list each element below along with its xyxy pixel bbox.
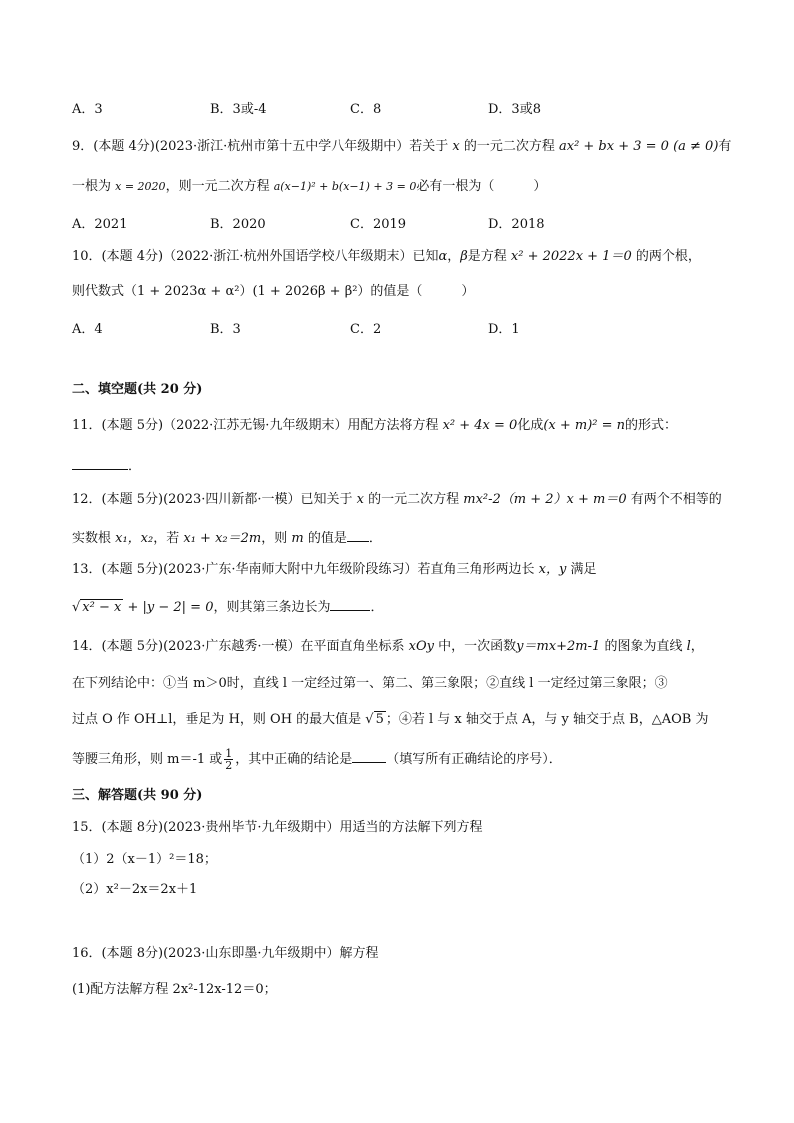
q12-equation: mx²-2（m + 2）x + m＝0: [463, 492, 627, 507]
q9-text: 9．(本题 4分)(2023·浙江·杭州市第十五中学八年级期中）若关于: [72, 139, 453, 154]
q11-text: 11．(本题 5分)（2022·江苏无锡·九年级期末）用配方法将方程: [72, 418, 443, 433]
q9-text: ，则一元二次方程: [165, 179, 274, 194]
q14-text: （填写所有正确结论的序号）．: [386, 752, 562, 767]
q14-text: ；④若 l 与 x 轴交于点 A，与 y 轴交于点 B，△AOB 为: [385, 712, 709, 727]
q9-option-b: B．2020: [210, 217, 266, 232]
q13-abs-expression: + |y − 2| = 0: [123, 600, 214, 615]
q12-condition: x₁ + x₂＝2m: [183, 531, 262, 546]
q8-option-d: D．3或8: [488, 102, 541, 117]
q10-text: 10．(本题 4分)（2022·浙江·杭州外国语学校八年级期末）已知: [72, 249, 439, 264]
q13-text: ，则其第三条边长为: [213, 600, 331, 615]
q10-beta: β: [460, 249, 468, 264]
q10-text: 的两个根，: [631, 249, 701, 264]
q14-text: 中，一次函数: [434, 639, 517, 654]
q9-text: 的一元二次方程: [459, 139, 559, 154]
q9-option-a: A．2021: [72, 217, 128, 232]
q11-period: ．: [128, 459, 142, 474]
section-fill-in-heading: 二、填空题(共 20 分): [72, 382, 203, 397]
q14-answer-blank: [352, 748, 386, 763]
q10-option-c: C．2: [350, 322, 382, 337]
q16-line1: 16．(本题 8分)(2023·山东即墨·九年级期中）解方程: [72, 946, 379, 961]
q9-text: 有: [718, 139, 732, 154]
q10-option-d: D．1: [488, 322, 520, 337]
q10-comma: ，: [447, 249, 461, 264]
q16-sub1: (1)配方法解方程 2x²-12x-12＝0；: [72, 982, 277, 997]
q12-roots: x₁，x₂: [115, 531, 154, 546]
q13-sqrt-expression: x² − x: [82, 600, 122, 615]
q11-answer-blank: [72, 455, 128, 470]
q14-text: 的图象为直线: [600, 639, 687, 654]
q10-line2: 则代数式（1 + 2023α + α²）(1 + 2026β + β²）的值是（ ）: [72, 284, 475, 299]
q14-text: 过点 O 作 OH⊥l，垂足为 H，则 OH 的最大值是: [72, 712, 366, 727]
q11-equation: x² + 4x = 0: [442, 418, 518, 433]
q14-function: y＝mx+2m-1: [516, 639, 601, 654]
q14-line1: [72, 637, 704, 657]
q9-option-c: C．2019: [350, 217, 407, 232]
q14-l: l: [686, 639, 691, 654]
q12-m: m: [291, 531, 304, 546]
q12-line1: [72, 490, 722, 510]
q13-answer-blank: [330, 596, 370, 611]
q11-text: 化成: [517, 418, 544, 433]
q14-fraction-denominator: 2: [225, 759, 233, 772]
q9-text: 必有一根为（ ）: [416, 179, 547, 194]
q9-equation: ax² + bx + 3 = 0 (a ≠ 0): [558, 139, 719, 154]
q13-text: 满足: [566, 562, 597, 577]
q11-line2: [72, 455, 141, 477]
q12-text: ，则: [261, 531, 292, 546]
q9-var: x: [452, 139, 460, 154]
q12-text: 的一元二次方程: [364, 492, 464, 507]
q14-sqrt-value: 5: [375, 712, 384, 727]
q14-text: ，: [690, 639, 704, 654]
q11-line1: [72, 416, 677, 436]
q14-text: 等腰三角形，则 m＝-1 或: [72, 752, 223, 767]
q14-line3: [72, 710, 708, 730]
q12-text: 实数根: [72, 531, 116, 546]
q12-text: ，若: [153, 531, 184, 546]
q15-sub1: （1）2（x－1）²＝18；: [72, 852, 217, 867]
q14-text: 14．(本题 5分)(2023·广东越秀·一模）在平面直角坐标系: [72, 639, 409, 654]
q13-line2: [72, 596, 384, 618]
q9-equation-2: a(x−1)² + b(x−1) + 3 = 0: [273, 180, 417, 193]
q13-period: ．: [370, 600, 384, 615]
q9-line2: [72, 177, 546, 197]
q9-line1: [72, 137, 731, 157]
q14-line2: 在下列结论中：①当 m＞0时，直线 l 一定经过第一、第二、第三象限；②直线 l 一定经过第三象限；③: [72, 676, 668, 691]
q12-text: 有两个不相等的: [626, 492, 722, 507]
q15-line1: 15．(本题 8分)(2023·贵州毕节·九年级期中）用适当的方法解下列方程: [72, 820, 483, 835]
sqrt-symbol: √: [365, 712, 374, 727]
q11-text: 的形式：: [625, 418, 678, 433]
q14-xoy: xOy: [408, 639, 434, 654]
q8-option-a: A．3: [72, 102, 103, 117]
q12-line2: [72, 527, 382, 549]
q12-text: 的值是: [303, 531, 347, 546]
q10-text: 是方程: [467, 249, 511, 264]
q14-fraction: [224, 748, 233, 771]
q9-root: x = 2020: [115, 180, 166, 193]
q12-answer-blank: [347, 527, 369, 542]
q14-line4: [72, 748, 562, 771]
q13-text: 13．(本题 5分)(2023·广东·华南师大附中九年级阶段练习）若直角三角形两边长: [72, 562, 539, 577]
q10-option-b: B．3: [210, 322, 241, 337]
q9-option-d: D．2018: [488, 217, 545, 232]
q13-vars: x，y: [538, 562, 567, 577]
q10-alpha: α: [438, 249, 448, 264]
sqrt-symbol: √: [72, 600, 81, 615]
section-solution-heading: 三、解答题(共 90 分): [72, 788, 203, 803]
q8-option-b: B．3或-4: [210, 102, 267, 117]
q12-var: x: [356, 492, 364, 507]
q11-form: (x + m)² = n: [543, 418, 626, 433]
q8-option-c: C．8: [350, 102, 382, 117]
q9-text: 一根为: [72, 179, 116, 194]
q14-text: ，其中正确的结论是: [235, 752, 353, 767]
q10-option-a: A．4: [72, 322, 103, 337]
q12-text: 12．(本题 5分)(2023·四川新都·一模）已知关于: [72, 492, 357, 507]
q10-line1: [72, 247, 701, 267]
q15-sub2: （2）x²－2x＝2x＋1: [72, 882, 198, 897]
q12-period: ．: [368, 531, 382, 546]
q14-fraction-numerator: 1: [225, 747, 233, 760]
q13-line1: [72, 560, 596, 580]
q10-equation: x² + 2022x + 1＝0: [510, 249, 632, 264]
